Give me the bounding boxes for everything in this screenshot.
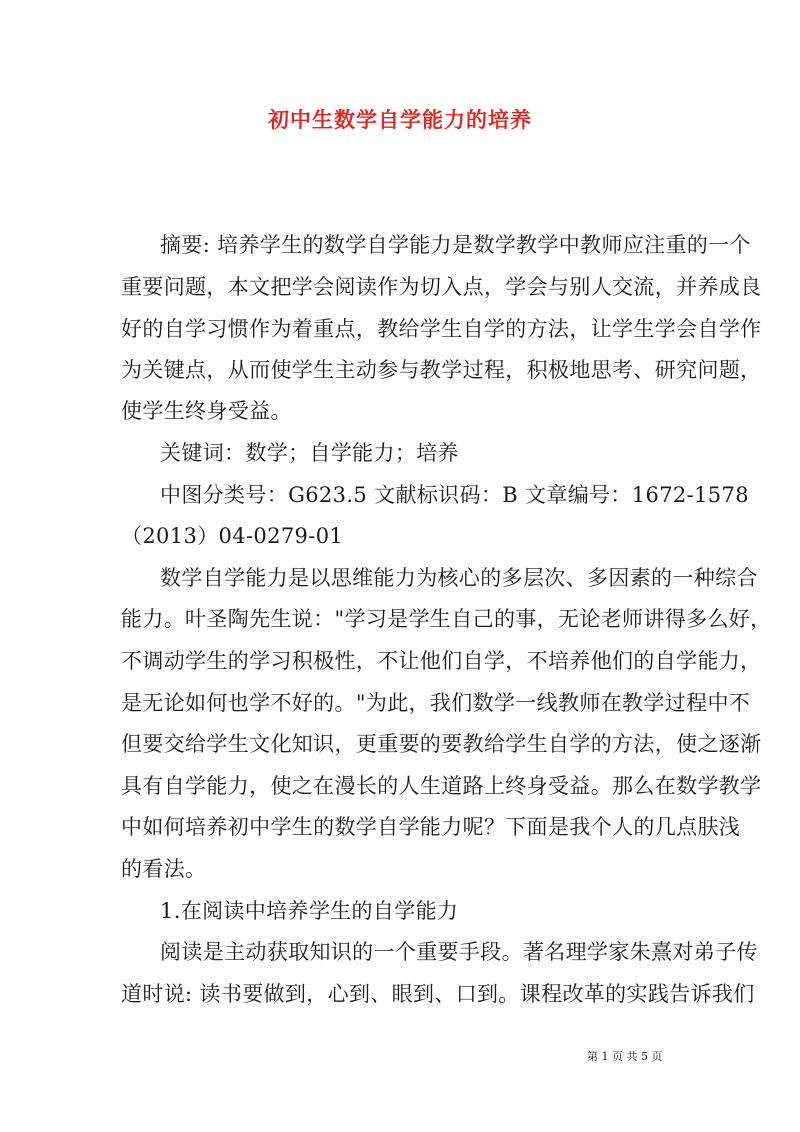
- body-paragraph-line: 不调动学生的学习积极性，不让他们自学，不培养他们的自学能力，: [121, 649, 762, 673]
- classification-line-1: 中图分类号：G623.5 文献标识码：B 文章编号：1672-1578: [160, 483, 749, 507]
- body-paragraph-line: 具有自学能力，使之在漫长的人生道路上终身受益。那么在数学教学: [121, 774, 762, 798]
- body-paragraph-line: 能力。叶圣陶先生说："学习是学生自己的事，无论老师讲得多么好，: [121, 607, 772, 631]
- document-title: 初中生数学自学能力的培养: [268, 107, 532, 132]
- body-paragraph-line: 中如何培养初中学生的数学自学能力呢？下面是我个人的几点肤浅: [121, 815, 741, 839]
- body-paragraph-line: 道时说: 读书要做到，心到、眼到、口到。课程改革的实践告诉我们: [121, 982, 755, 1006]
- body-paragraph-line: 阅读是主动获取知识的一个重要手段。著名理学家朱熹对弟子传: [160, 940, 758, 964]
- body-paragraph-line: 的看法。: [121, 857, 207, 881]
- body-paragraph-line: 但要交给学生文化知识，更重要的要教给学生自学的方法，使之逐渐: [121, 732, 762, 756]
- body-paragraph-line: 是无论如何也学不好的。"为此，我们数学一线教师在教学过程中不: [121, 691, 751, 715]
- section-heading: 1.在阅读中培养学生的自学能力: [160, 899, 459, 923]
- classification-line-2: （2013）04-0279-01: [121, 524, 344, 548]
- page-number-footer: 第 1 页 共 5 页: [587, 1050, 663, 1063]
- abstract-line-3: 好的自学习惯作为着重点，教给学生自学的方法，让学生学会自学作: [121, 317, 762, 341]
- abstract-line-4: 为关键点，从而使学生主动参与教学过程，积极地思考、研究问题，: [121, 358, 762, 382]
- keywords-line: 关键词：数学；自学能力；培养: [160, 441, 459, 465]
- abstract-line-2: 重要问题，本文把学会阅读作为切入点，学会与别人交流，并养成良: [121, 275, 762, 299]
- abstract-line-1: 摘要: 培养学生的数学自学能力是数学教学中教师应注重的一个: [160, 233, 751, 257]
- abstract-line-5: 使学生终身受益。: [121, 399, 292, 423]
- body-paragraph-line: 数学自学能力是以思维能力为核心的多层次、多因素的一种综合: [160, 566, 758, 590]
